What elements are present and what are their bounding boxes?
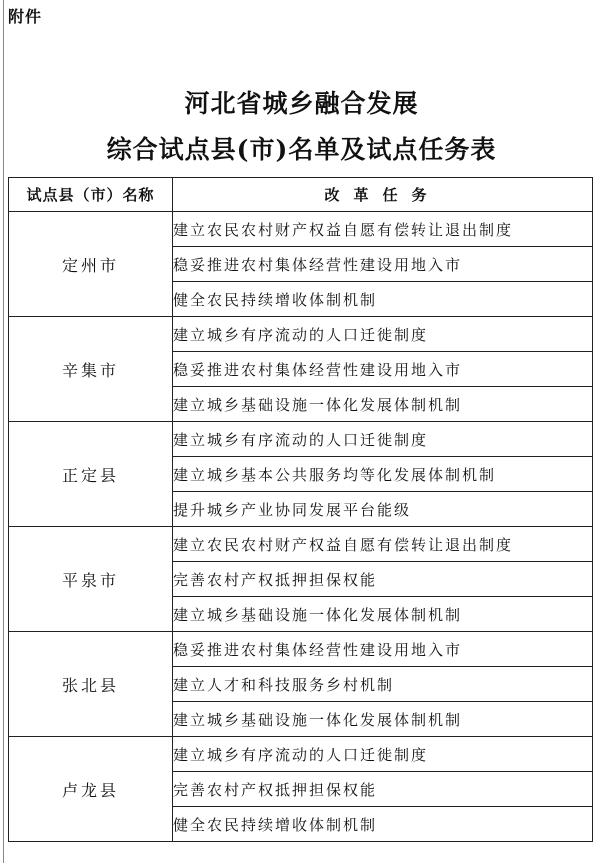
task-cell: 建立城乡基础设施一体化发展体制机制 <box>173 387 593 422</box>
task-cell: 完善农村产权抵押担保权能 <box>173 772 593 807</box>
task-cell: 建立农民农村财产权益自愿有偿转让退出制度 <box>173 527 593 562</box>
document-title-line2: 综合试点县(市)名单及试点任务表 <box>106 135 497 164</box>
task-cell: 建立城乡基础设施一体化发展体制机制 <box>173 597 593 632</box>
header-reform-tasks: 改革任务 <box>173 178 593 212</box>
task-cell: 完善农村产权抵押担保权能 <box>173 562 593 597</box>
task-cell: 建立城乡有序流动的人口迁徙制度 <box>173 737 593 772</box>
task-cell: 健全农民持续增收体制机制 <box>173 807 593 842</box>
pilot-task-table <box>8 177 593 842</box>
table-row <box>9 737 593 772</box>
county-cell: 定州市 <box>9 212 173 317</box>
task-cell: 建立城乡基础设施一体化发展体制机制 <box>173 702 593 737</box>
table-row <box>9 317 593 352</box>
table-row <box>9 632 593 667</box>
task-cell: 建立人才和科技服务乡村机制 <box>173 667 593 702</box>
county-cell: 张北县 <box>9 632 173 737</box>
table-row <box>9 422 593 457</box>
county-cell: 正定县 <box>9 422 173 527</box>
task-cell: 建立城乡基本公共服务均等化发展体制机制 <box>173 457 593 492</box>
task-cell: 稳妥推进农村集体经营性建设用地入市 <box>173 247 593 282</box>
county-cell: 卢龙县 <box>9 737 173 842</box>
table-row <box>9 212 593 247</box>
table-row <box>9 527 593 562</box>
header-county-name: 试点县（市）名称 <box>9 178 173 212</box>
task-cell: 建立城乡有序流动的人口迁徙制度 <box>173 422 593 457</box>
task-cell: 稳妥推进农村集体经营性建设用地入市 <box>173 632 593 667</box>
task-cell: 提升城乡产业协同发展平台能级 <box>173 492 593 527</box>
county-cell: 辛集市 <box>9 317 173 422</box>
task-cell: 稳妥推进农村集体经营性建设用地入市 <box>173 352 593 387</box>
document-title-line1: 河北省城乡融合发展 <box>184 89 419 118</box>
task-cell: 建立农民农村财产权益自愿有偿转让退出制度 <box>173 212 593 247</box>
task-cell: 健全农民持续增收体制机制 <box>173 282 593 317</box>
attachment-label: 附件 <box>8 7 43 26</box>
task-cell: 建立城乡有序流动的人口迁徙制度 <box>173 317 593 352</box>
table-header-row <box>9 178 593 212</box>
county-cell: 平泉市 <box>9 527 173 632</box>
